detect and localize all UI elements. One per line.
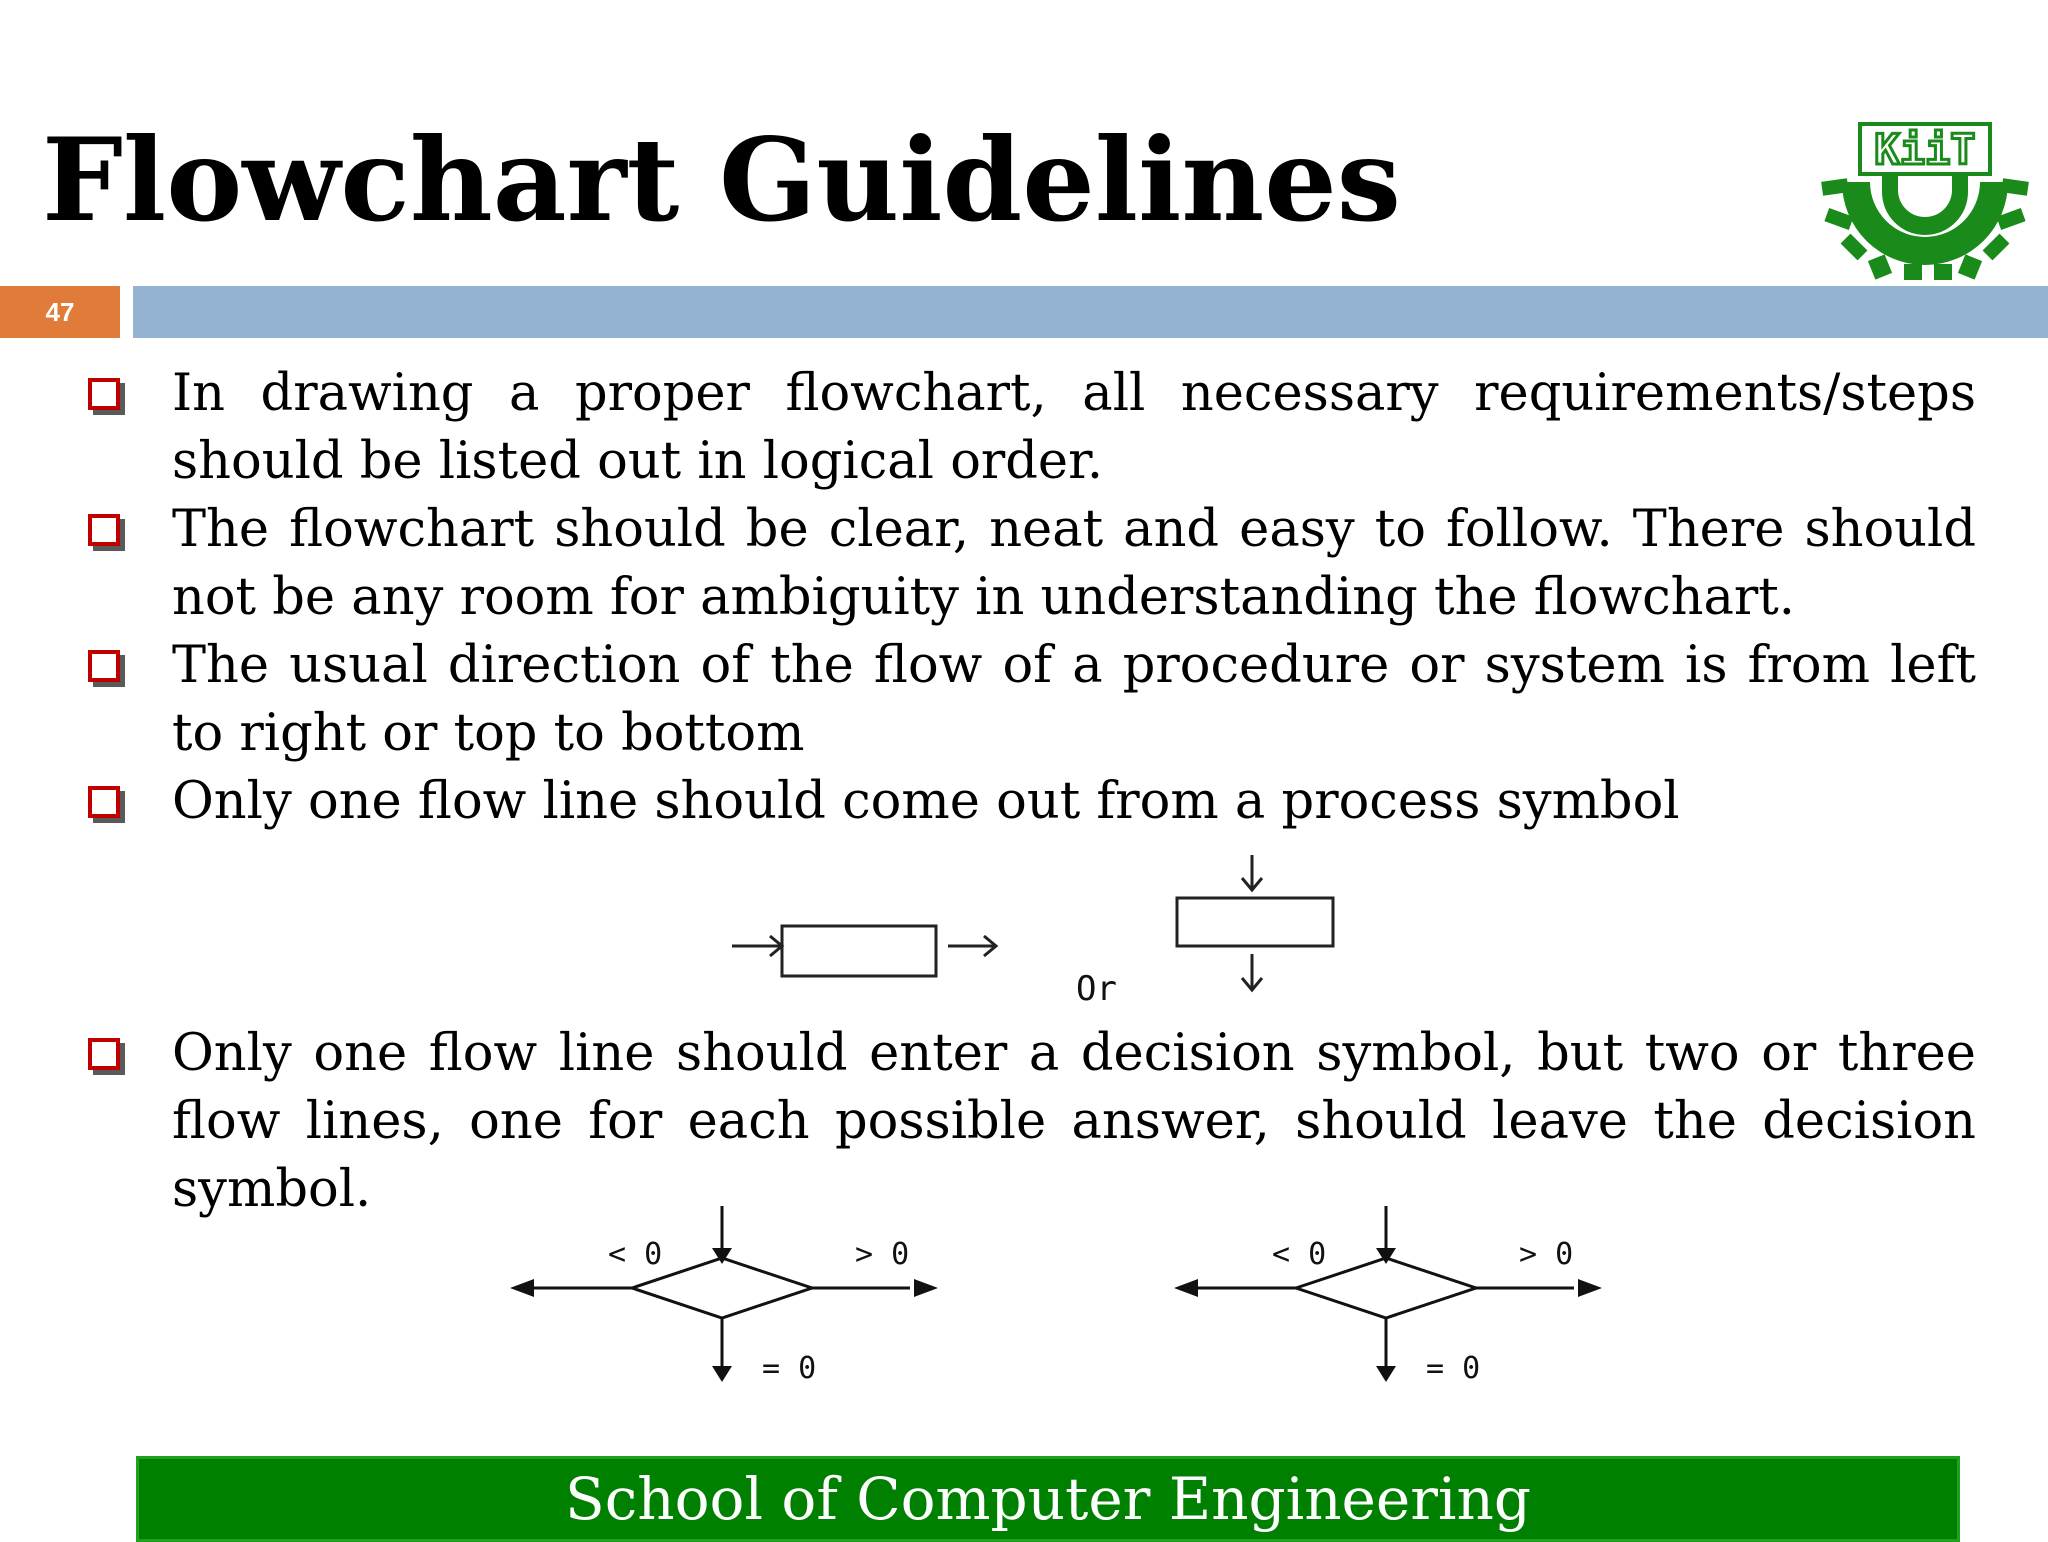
footer-banner: School of Computer Engineering [136,1456,1960,1542]
decision-symbol-figure [490,1200,1640,1390]
arrow-head [510,1279,534,1297]
bullet-item [80,496,1976,632]
checkbox-bullet-icon [88,514,120,546]
arrow-head [914,1279,938,1297]
bullet-item [80,632,1976,768]
slide-number: 47 [0,286,120,338]
bullet-item [80,768,1976,836]
greater-than-zero-label: > 0 [855,1237,910,1272]
arrow-head [1376,1366,1396,1382]
bullet-text: The usual direction of the flow of a procedure or system is from left to right or top to bottom [172,636,1976,763]
bullet-text: The flowchart should be clear, neat and easy to follow. There should not be any room for ambiguity in understanding the flowchart. [172,500,1976,627]
equal-zero-label: = 0 [762,1351,817,1386]
greater-than-zero-label: > 0 [1519,1237,1574,1272]
process-box-horizontal [782,926,936,976]
bullet-list [80,360,1976,1224]
less-than-zero-label: < 0 [1272,1237,1327,1272]
bullet-text: Only one flow line should enter a decision symbol, but two or three flow lines, one for each possible answer, should leave the decision symbol. [172,1024,1976,1219]
decision-diagram-right [1174,1206,1602,1386]
slide-title: Flowchart Guidelines [42,113,1401,247]
equal-zero-label: = 0 [1426,1351,1481,1386]
bullet-text: In drawing a proper flowchart, all necessary requirements/steps should be listed out in logical order. [172,364,1976,491]
bullet-item [80,360,1976,496]
arrow-head [1174,1279,1198,1297]
logo-text: KiiT [1874,125,1976,174]
decision-diagram-left [510,1206,938,1386]
bullet-text: Only one flow line should come out from a process symbol [172,772,1680,831]
checkbox-bullet-icon [88,650,120,682]
or-label: Or [1076,969,1117,1009]
bullet-item [80,1020,1976,1224]
less-than-zero-label: < 0 [608,1237,663,1272]
checkbox-bullet-icon [88,378,120,410]
header-bar [133,286,2048,338]
checkbox-bullet-icon [88,786,120,818]
checkbox-bullet-icon [88,1038,120,1070]
process-symbol-figure [720,850,1350,1020]
arrow-head [712,1366,732,1382]
kiit-logo-icon [1820,120,2030,280]
arrow-head [1578,1279,1602,1297]
process-box-vertical [1177,898,1333,946]
